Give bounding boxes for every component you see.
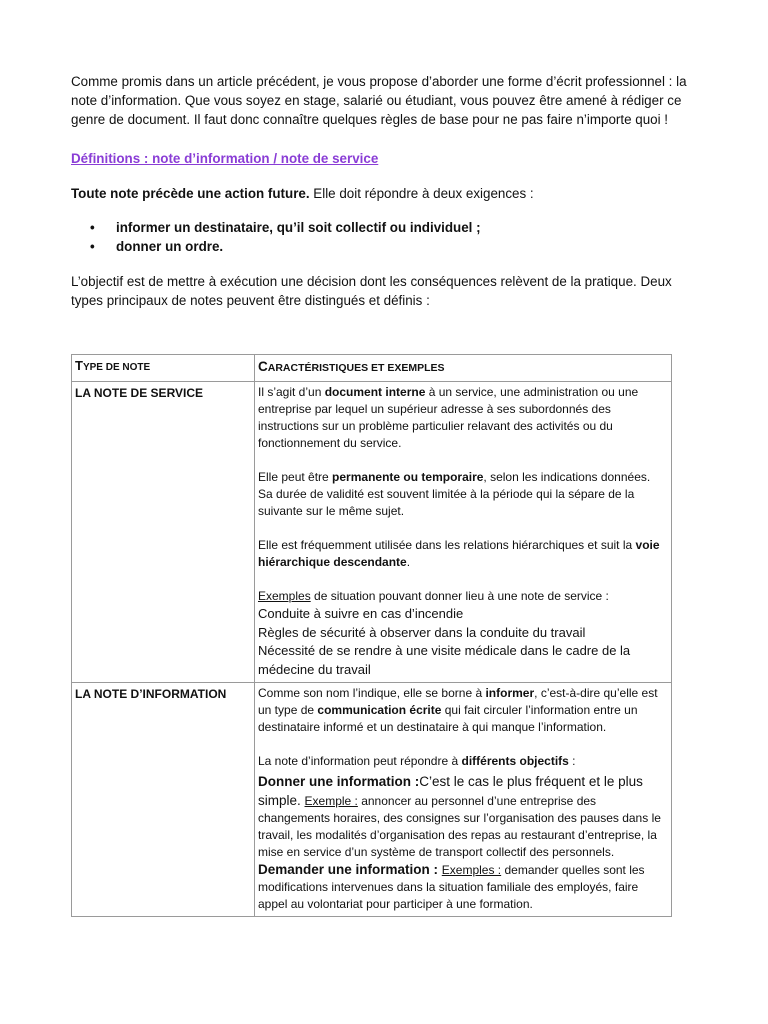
information-paragraph-1: Comme son nom l’indique, elle se borne à informer, c’est-à-dire qu’elle est un type de communication écrite qui fait circuler l’information entre un destinataire informé et un destinataire à qui manque l’information. xyxy=(258,686,658,734)
list-item: Nécessité de se rendre à une visite médicale dans le cadre de la médecine du travail xyxy=(258,643,631,677)
intro-paragraph: Comme promis dans un article précédent, je vous propose d’aborder une forme d’écrit professionnel : la note d’information. Que vous soyez en stage, salarié ou étudiant, vous pouvez être amené à rédiger ce genre de document. Il faut donc connaître quelques règles de base pour ne pas faire n’importe quoi ! xyxy=(71,74,687,127)
list-item: Conduite à suivre en cas d’incendie xyxy=(258,606,464,621)
document-body xyxy=(71,72,701,310)
section-heading-link[interactable]: Définitions : note d’information / note de service xyxy=(71,151,379,166)
service-example-list xyxy=(258,605,668,679)
information-description-cell xyxy=(255,683,672,917)
list-item xyxy=(71,237,701,256)
give-information: Donner une information :C’est le cas le plus fréquent et le plus simple. Exemple : annoncer au personnel d’une entreprise des changements horaires, des consignes sur l’organisation des pauses dans le travail, les modalités d’organisation des repas au restaurant d’entreprise, la mise en service d’un système de transport collectif des personnels. xyxy=(258,774,661,859)
lead-bold: Toute note précède une action future. xyxy=(71,186,310,201)
service-paragraph-3: Elle est fréquemment utilisée dans les relations hiérarchiques et suit la voie hiérarchique descendante. xyxy=(258,538,660,569)
service-paragraph-2: Elle peut être permanente ou temporaire, selon les indications données. Sa durée de validité est souvent limitée à la période qui la sépare de la suivante sur le même sujet. xyxy=(258,470,651,518)
header-text: YPE DE NOTE xyxy=(82,362,151,373)
service-paragraph-1: Il s’agit d’un document interne à un service, une administration ou une entreprise par lequel un supérieur adresse à ses subordonnés des instructions sur un problème particulier relavant des activités ou du fonctionnement du service. xyxy=(258,385,639,450)
header-cell-characteristics xyxy=(255,355,672,382)
row-label-cell xyxy=(72,683,255,917)
row-label: LA NOTE D’INFORMATION xyxy=(75,687,227,701)
information-paragraph-2: La note d’information peut répondre à différents objectifs : xyxy=(258,754,576,768)
table-header-row xyxy=(72,355,672,382)
bullet-icon: • xyxy=(90,239,95,254)
header-initial: T xyxy=(75,358,83,373)
header-text: ARACTÉRISTIQUES ET EXEMPLES xyxy=(267,362,445,374)
row-label: LA NOTE DE SERVICE xyxy=(75,386,204,400)
lead-paragraph xyxy=(71,184,701,203)
ask-information: Demander une information : Exemples : demander quelles sont les modifications intervenues dans la situation familiale des employés, faire appel au volontariat pour participer à une formation. xyxy=(258,862,645,911)
list-item-text: informer un destinataire, qu’il soit collectif ou individuel ; xyxy=(116,220,481,235)
table-row-service xyxy=(72,382,672,683)
objective-paragraph: L’objectif est de mettre à exécution une décision dont les conséquences relèvent de la pratique. Deux types principaux de notes peuvent être distingués et définis : xyxy=(71,274,672,308)
notes-table xyxy=(71,354,672,917)
list-item: Règles de sécurité à observer dans la conduite du travail xyxy=(258,624,586,640)
lead-rest: Elle doit répondre à deux exigences : xyxy=(309,186,534,201)
header-initial: C xyxy=(258,359,268,374)
list-item-text: donner un ordre. xyxy=(116,239,224,254)
requirements-list xyxy=(71,218,701,256)
table-row-information xyxy=(72,683,672,917)
service-examples: Exemples de situation pouvant donner lieu à une note de service : xyxy=(258,589,609,603)
header-cell-type xyxy=(72,355,255,382)
list-item xyxy=(71,218,701,237)
row-label-cell xyxy=(72,382,255,683)
bullet-icon: • xyxy=(90,220,95,235)
service-description-cell xyxy=(255,382,672,683)
